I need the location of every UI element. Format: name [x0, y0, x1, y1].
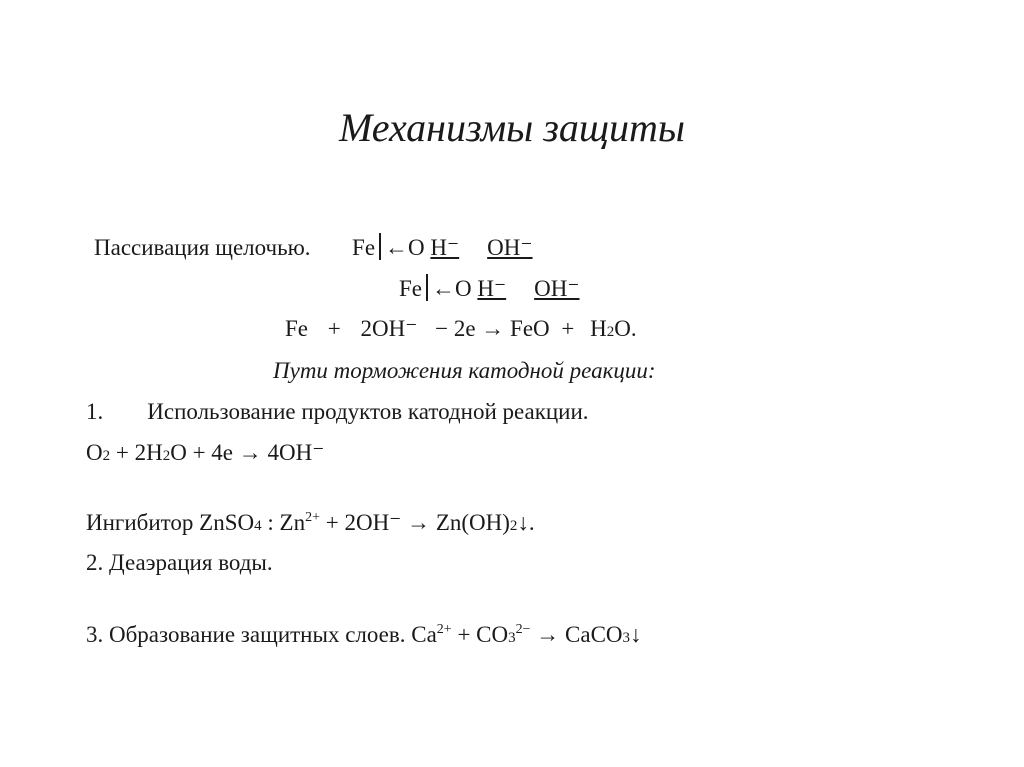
reaction-h-sub: 2 — [606, 324, 615, 340]
inhibitor-line — [86, 510, 535, 536]
oxygen-equation — [86, 440, 324, 466]
reaction-plus: + — [327, 316, 341, 341]
surface-bar — [379, 233, 381, 260]
inhibitor-so4-sub: 4 — [254, 518, 262, 534]
reaction-h: H — [590, 316, 607, 341]
reaction-feo: FeO — [510, 316, 550, 341]
oh-minus: OH⁻ — [487, 235, 533, 260]
surface-bar — [426, 274, 428, 301]
reaction-oh: 2OH⁻ — [360, 316, 418, 341]
passivation-reaction — [285, 316, 637, 342]
item-3-caco-sub: 3 — [622, 630, 631, 646]
item-3-end: ↓ — [630, 622, 642, 647]
passivation-line-1 — [94, 233, 533, 261]
item-3 — [86, 622, 642, 648]
item-1-number: 1. — [86, 399, 104, 424]
item-3-co-sup: 2− — [515, 622, 531, 637]
inhibitor-end: ↓. — [517, 510, 535, 535]
eq-o: O — [86, 440, 103, 465]
item-3-ca-sup: 2+ — [436, 622, 452, 637]
passivation-line-2 — [399, 274, 580, 302]
reaction-minus-e: − 2e → — [435, 316, 505, 341]
item-1 — [86, 399, 589, 425]
item-3-text: 3. Образование защитных слоев. Ca — [86, 622, 437, 647]
item-3-mid: + CO — [457, 622, 509, 647]
inhibitor-mid: + 2OH⁻ → Zn(OH) — [325, 510, 510, 535]
h-minus: H⁻ — [430, 235, 460, 260]
inhibitor-oh-sub: 2 — [509, 518, 518, 534]
eq-rest: O + 4e → 4OH⁻ — [170, 440, 325, 465]
item-3-co-sub: 3 — [508, 630, 516, 646]
eq-h-sub: 2 — [162, 448, 171, 464]
slide-title: Механизмы защиты — [338, 105, 686, 150]
eq-mid: + 2H — [115, 440, 163, 465]
fe-symbol: Fe — [352, 235, 376, 260]
oh-minus: OH⁻ — [534, 276, 580, 301]
inhibitor-label: Ингибитор ZnSO — [86, 510, 255, 535]
arrow-o: ←O — [432, 276, 472, 301]
inhibitor-zn-sup: 2+ — [305, 510, 320, 525]
inhibitor-colon: : — [267, 510, 274, 535]
item-3-arrow: → CaCO — [536, 622, 623, 647]
inhibitor-zn: Zn — [279, 510, 306, 535]
fe-symbol: Fe — [399, 276, 422, 301]
item-1-text: Использование продуктов катодной реакции. — [147, 399, 589, 424]
reaction-fe: Fe — [285, 316, 308, 341]
reaction-plus-2: + — [561, 316, 575, 341]
h-minus: H⁻ — [477, 276, 507, 301]
reaction-o: O. — [614, 316, 637, 341]
eq-o-sub: 2 — [102, 448, 111, 464]
cathodic-heading: Пути торможения катодной реакции: — [273, 358, 656, 383]
arrow-o: ←O — [385, 235, 425, 260]
passivation-label: Пассивация щелочью. — [94, 235, 311, 260]
item-2: 2. Деаэрация воды. — [86, 550, 273, 575]
